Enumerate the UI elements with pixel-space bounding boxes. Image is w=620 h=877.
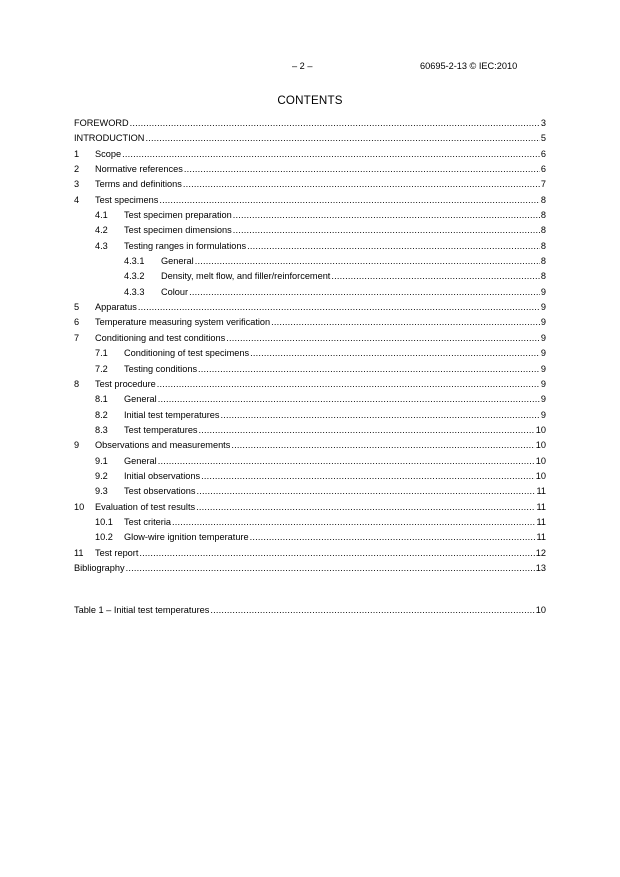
toc-entry-number: 9.2	[95, 470, 108, 481]
toc-dot-leader	[271, 315, 540, 330]
toc-entry-number: 8.3	[95, 424, 108, 435]
toc-entry-title: Testing ranges in formulations	[124, 240, 247, 251]
toc-entry[interactable]	[74, 469, 546, 484]
toc-dot-leader	[250, 346, 540, 361]
toc-entry-title: Testing conditions	[124, 363, 198, 374]
toc-entry-page: 8	[540, 256, 546, 267]
toc-entry[interactable]	[74, 408, 546, 423]
toc-dot-leader	[126, 561, 535, 576]
toc-entry-title: Conditioning and test conditions	[95, 332, 226, 343]
table-of-contents	[74, 116, 546, 576]
toc-entry-page: 10	[535, 424, 546, 435]
toc-dot-leader	[159, 193, 540, 208]
toc-entry-number: 4.2	[95, 225, 108, 236]
toc-entry-page: 9	[540, 378, 546, 389]
toc-entry[interactable]	[74, 423, 546, 438]
toc-dot-leader	[226, 331, 540, 346]
toc-dot-leader	[157, 377, 540, 392]
toc-entry-number: 4.1	[95, 210, 108, 221]
toc-entry-title: INTRODUCTION	[74, 133, 145, 144]
toc-entry-title: Test criteria	[124, 516, 171, 527]
toc-dot-leader	[221, 408, 540, 423]
toc-entry-page: 11	[536, 501, 546, 512]
toc-entry[interactable]	[74, 561, 546, 576]
toc-entry-number: 3	[74, 179, 80, 190]
toc-entry-title: Observations and measurements	[95, 440, 231, 451]
toc-entry-number: 4.3.1	[124, 256, 145, 267]
toc-dot-leader	[231, 438, 534, 453]
toc-entry-title: Colour	[161, 286, 189, 297]
toc-entry-title: Terms and definitions	[95, 179, 182, 190]
toc-entry[interactable]	[74, 162, 546, 177]
toc-entry[interactable]	[74, 223, 546, 238]
toc-entry-page: 10	[535, 440, 546, 451]
toc-entry-number: 11	[74, 547, 84, 558]
toc-entry-page: 8	[540, 210, 546, 221]
toc-entry-title: Initial test temperatures	[124, 409, 220, 420]
toc-dot-leader	[138, 300, 540, 315]
toc-entry[interactable]	[74, 484, 546, 499]
toc-entry[interactable]	[74, 377, 546, 392]
toc-dot-leader	[233, 223, 540, 238]
toc-entry-title: General	[161, 256, 194, 267]
toc-entry-page: 10	[535, 470, 546, 481]
toc-entry-title: Density, melt flow, and filler/reinforcement	[161, 271, 331, 282]
toc-dot-leader	[172, 515, 535, 530]
toc-dot-leader	[183, 177, 540, 192]
toc-entry-title: Test procedure	[95, 378, 156, 389]
toc-entry[interactable]	[74, 147, 546, 162]
toc-entry-page: 7	[540, 179, 546, 190]
toc-entry-page: 9	[540, 286, 546, 297]
toc-entry-number: 7.2	[95, 363, 108, 374]
toc-entry-title: Test observations	[124, 486, 196, 497]
toc-dot-leader	[210, 603, 534, 618]
toc-entry-page: 8	[540, 271, 546, 282]
toc-entry[interactable]	[74, 269, 546, 284]
toc-entry-title: Test specimen dimensions	[124, 225, 232, 236]
toc-entry-number: 9.1	[95, 455, 108, 466]
list-of-tables	[74, 603, 546, 618]
toc-entry-number: 5	[74, 302, 80, 313]
toc-dot-leader	[331, 269, 540, 284]
toc-entry-number: 6	[74, 317, 80, 328]
toc-dot-leader	[158, 454, 535, 469]
toc-entry-page: 3	[540, 118, 546, 128]
toc-entry-page: 9	[540, 302, 546, 313]
toc-entry[interactable]	[74, 285, 546, 300]
toc-dot-leader	[130, 116, 540, 131]
toc-entry-page: 13	[535, 562, 546, 573]
toc-dot-leader	[195, 254, 540, 269]
toc-dot-leader	[197, 484, 536, 499]
table-list-entry[interactable]	[74, 603, 546, 618]
toc-entry-page: 11	[536, 516, 546, 527]
toc-entry[interactable]	[74, 331, 546, 346]
toc-entry[interactable]	[74, 315, 546, 330]
toc-entry[interactable]	[74, 208, 546, 223]
document-reference: 60695-2-13 © IEC:2010	[420, 61, 518, 71]
toc-entry-title: Evaluation of test results	[95, 501, 196, 512]
toc-dot-leader	[247, 239, 540, 254]
toc-entry-page: 9	[540, 394, 546, 405]
toc-entry[interactable]	[74, 438, 546, 453]
toc-entry-title: General	[124, 394, 157, 405]
toc-entry-number: 4	[74, 194, 80, 205]
toc-entry-title: General	[124, 455, 157, 466]
toc-entry[interactable]	[74, 454, 546, 469]
toc-dot-leader	[250, 530, 536, 545]
toc-entry[interactable]	[74, 239, 546, 254]
toc-entry-page: 9	[540, 348, 546, 359]
toc-entry-page: 6	[540, 164, 546, 175]
toc-entry-title: Test specimens	[95, 194, 159, 205]
toc-entry[interactable]	[74, 362, 546, 377]
toc-entry-title: FOREWORD	[74, 118, 129, 128]
toc-dot-leader	[233, 208, 540, 223]
toc-dot-leader	[158, 392, 540, 407]
toc-entry[interactable]	[74, 500, 546, 515]
toc-entry[interactable]	[74, 116, 546, 131]
toc-entry-title: Test specimen preparation	[124, 210, 232, 221]
toc-entry-page: 8	[540, 240, 546, 251]
toc-entry-page: 9	[540, 363, 546, 374]
toc-entry-page: 6	[540, 148, 546, 159]
toc-entry[interactable]	[74, 254, 546, 269]
toc-entry-number: 7	[74, 332, 80, 343]
toc-entry-page: 11	[536, 532, 546, 543]
toc-entry-page: 5	[540, 133, 546, 144]
toc-entry-number: 7.1	[95, 348, 108, 359]
toc-dot-leader	[201, 469, 535, 484]
toc-dot-leader	[122, 147, 540, 162]
toc-entry[interactable]	[74, 300, 546, 315]
toc-dot-leader	[145, 131, 539, 146]
toc-entry-page: 10	[535, 455, 546, 466]
toc-entry-title: Conditioning of test specimens	[124, 348, 250, 359]
toc-entry-number: 4.3.2	[124, 271, 145, 282]
toc-dot-leader	[184, 162, 540, 177]
toc-dot-leader	[199, 423, 535, 438]
toc-dot-leader	[196, 500, 535, 515]
toc-entry-number: 8	[74, 378, 80, 389]
contents-title: CONTENTS	[277, 94, 343, 107]
toc-entry-number: 1	[74, 148, 80, 159]
toc-entry-title: Bibliography	[74, 562, 125, 573]
table-list-entry-title: Table 1 – Initial test temperatures	[74, 605, 210, 615]
toc-entry-number: 4.3.3	[124, 286, 145, 297]
table-list-entry-page: 10	[535, 605, 546, 615]
toc-entry-title: Apparatus	[95, 302, 137, 313]
toc-entry[interactable]	[74, 177, 546, 192]
toc-entry[interactable]	[74, 193, 546, 208]
toc-entry-page: 9	[540, 409, 546, 420]
toc-entry-page: 9	[540, 332, 546, 343]
toc-entry-page: 12	[535, 547, 546, 558]
toc-entry-number: 9.3	[95, 486, 108, 497]
toc-entry-page: 8	[540, 225, 546, 236]
toc-entry-title: Initial observations	[124, 470, 201, 481]
toc-entry[interactable]	[74, 546, 546, 561]
toc-entry-title: Test report	[95, 547, 139, 558]
toc-entry-page: 8	[540, 194, 546, 205]
toc-entry-number: 10.1	[95, 516, 113, 527]
toc-entry-number: 2	[74, 164, 80, 175]
toc-dot-leader	[189, 285, 540, 300]
toc-entry-title: Test temperatures	[124, 424, 198, 435]
page-number: – 2 –	[292, 61, 313, 71]
toc-entry-title: Glow-wire ignition temperature	[124, 532, 249, 543]
toc-entry-number: 10	[74, 501, 85, 512]
toc-dot-leader	[139, 546, 534, 561]
toc-entry[interactable]	[74, 515, 546, 530]
toc-entry-number: 8.1	[95, 394, 108, 405]
toc-entry-title: Normative references	[95, 164, 183, 175]
toc-entry[interactable]	[74, 392, 546, 407]
toc-entry-number: 8.2	[95, 409, 108, 420]
toc-entry[interactable]	[74, 131, 546, 146]
toc-entry-page: 11	[536, 486, 546, 497]
toc-entry-title: Scope	[95, 148, 122, 159]
toc-entry-number: 9	[74, 440, 80, 451]
toc-entry-number: 4.3	[95, 240, 108, 251]
toc-entry-number: 10.2	[95, 532, 113, 543]
toc-entry-title: Temperature measuring system verification	[95, 317, 271, 328]
toc-entry-page: 9	[540, 317, 546, 328]
toc-dot-leader	[198, 362, 540, 377]
toc-entry[interactable]	[74, 530, 546, 545]
toc-entry[interactable]	[74, 346, 546, 361]
